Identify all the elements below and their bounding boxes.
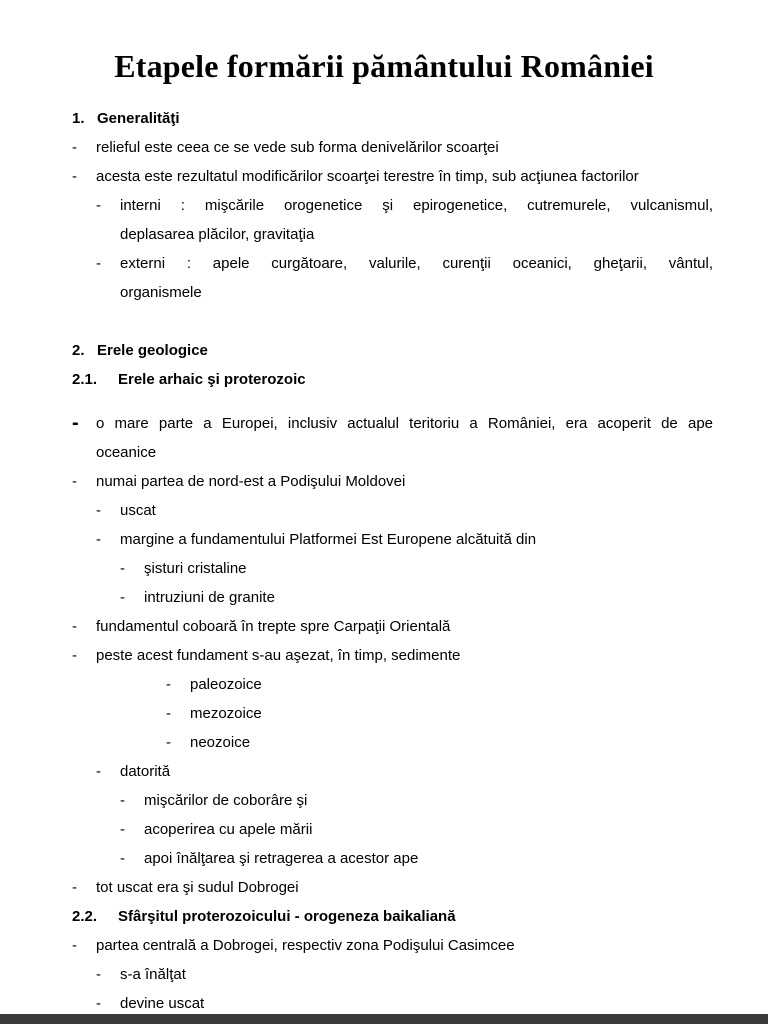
text-line: acesta este rezultatul modificărilor scoarţei terestre în timp, sub acţiunea factorilor <box>96 168 639 185</box>
bullet-dash: - <box>120 589 125 606</box>
vertical-spacer <box>72 307 713 336</box>
bullet-dash: - <box>72 879 77 896</box>
bullet-dash: - <box>96 763 101 780</box>
section-heading <box>72 104 713 133</box>
list-item-text <box>144 844 713 873</box>
list-item <box>72 670 713 699</box>
text-line: devine uscat <box>120 995 205 1012</box>
list-item <box>72 786 713 815</box>
text-line: s-a înălţat <box>120 966 186 983</box>
list-item-text <box>144 554 713 583</box>
section-number: 2.2. <box>72 908 98 925</box>
bullet-dash: - <box>72 139 77 156</box>
section-heading <box>72 336 713 365</box>
list-item <box>72 409 713 467</box>
list-item <box>72 249 713 307</box>
list-item <box>72 757 713 786</box>
list-item <box>72 191 713 249</box>
list-item <box>72 467 713 496</box>
text-line: relieful este ceea ce se vede sub forma denivelărilor scoarţei <box>96 139 499 156</box>
list-item-text <box>120 191 713 249</box>
bullet-dash: - <box>72 168 77 185</box>
list-item-text <box>96 641 713 670</box>
list-item <box>72 844 713 873</box>
list-item <box>72 931 713 960</box>
list-item-text <box>120 960 713 989</box>
text-line: o mare parte a Europei, inclusiv actualul teritoriu a României, era acoperit de ape <box>96 415 713 432</box>
text-line: neozoice <box>190 734 251 751</box>
list-item-text <box>120 757 713 786</box>
list-item <box>72 583 713 612</box>
list-item <box>72 873 713 902</box>
text-line: peste acest fundament s-au aşezat, în timp, sedimente <box>96 647 461 664</box>
section-number: 2. <box>72 342 85 359</box>
list-item-text <box>96 162 713 191</box>
list-item-text <box>96 873 713 902</box>
section-title: Erele arhaic şi proterozoic <box>118 371 306 388</box>
list-item-text <box>96 931 713 960</box>
list-item-text <box>96 133 713 162</box>
text-line: deplasarea plăcilor, gravitaţia <box>120 226 315 243</box>
list-item-text <box>96 612 713 641</box>
bullet-dash: - <box>120 792 125 809</box>
section-title: Generalităţi <box>97 110 180 127</box>
text-line: mezozoice <box>190 705 262 722</box>
list-item <box>72 133 713 162</box>
section-title: Sfârşitul proterozoicului - orogeneza baikaliană <box>118 908 456 925</box>
list-item-text <box>96 467 713 496</box>
section-heading <box>72 365 713 394</box>
section-number: 2.1. <box>72 371 98 388</box>
text-line: paleozoice <box>190 676 262 693</box>
text-line: tot uscat era şi sudul Dobrogei <box>96 879 299 896</box>
text-line: interni : mişcările orogenetice şi epirogenetice, cutremurele, vulcanismul, <box>120 197 713 214</box>
list-item-text <box>144 815 713 844</box>
list-item-text <box>190 699 713 728</box>
bullet-dash: - <box>72 473 77 490</box>
bullet-dash: - <box>96 995 101 1012</box>
bullet-dash: - <box>72 618 77 635</box>
bullet-dash: - <box>96 966 101 983</box>
bullet-dash: - <box>72 647 77 664</box>
list-item-text <box>120 249 713 307</box>
bullet-dash: - <box>166 705 171 722</box>
section-heading <box>72 902 713 931</box>
list-item <box>72 162 713 191</box>
list-item <box>72 699 713 728</box>
bullet-dash: - <box>96 197 101 214</box>
text-line: organismele <box>120 284 202 301</box>
bullet-dash: - <box>120 560 125 577</box>
document-title: Etapele formării pământului României <box>114 48 654 84</box>
list-item-text <box>144 786 713 815</box>
list-item <box>72 815 713 844</box>
vertical-spacer <box>72 394 713 409</box>
section-title: Erele geologice <box>97 342 208 359</box>
text-line: margine a fundamentului Platformei Est Europene alcătuită din <box>120 531 537 548</box>
text-line: oceanice <box>96 444 157 461</box>
list-item-text <box>120 496 713 525</box>
list-item-text <box>190 728 713 757</box>
bullet-dash: - <box>96 255 101 272</box>
bullet-dash: - <box>120 850 125 867</box>
bullet-dash: - <box>72 937 77 954</box>
text-line: partea centrală a Dobrogei, respectiv zona Podişului Casimcee <box>96 937 515 954</box>
bullet-dash: - <box>166 734 171 751</box>
list-item <box>72 960 713 989</box>
text-line: apoi înălţarea şi retragerea a acestor ape <box>144 850 419 867</box>
list-item-text <box>120 525 713 554</box>
text-line: mişcărilor de coborâre şi <box>144 792 308 809</box>
document-body <box>0 86 768 1018</box>
list-item <box>72 554 713 583</box>
text-line: numai partea de nord-est a Podişului Moldovei <box>96 473 406 490</box>
bullet-dash: - <box>120 821 125 838</box>
list-item <box>72 612 713 641</box>
text-line: şisturi cristaline <box>144 560 247 577</box>
bullet-dash: - <box>166 676 171 693</box>
text-line: datorită <box>120 763 171 780</box>
list-item <box>72 728 713 757</box>
list-item <box>72 525 713 554</box>
text-line: uscat <box>120 502 156 519</box>
text-line: acoperirea cu apele mării <box>144 821 313 838</box>
viewer-bottom-bar <box>0 1014 768 1024</box>
text-line: intruziuni de granite <box>144 589 275 606</box>
list-item-text <box>144 583 713 612</box>
list-item <box>72 496 713 525</box>
list-item-text <box>96 409 713 467</box>
list-item <box>72 641 713 670</box>
text-line: externi : apele curgătoare, valurile, curenţii oceanici, gheţarii, vântul, <box>120 255 713 272</box>
list-item-text <box>190 670 713 699</box>
bullet-dash: - <box>96 531 101 548</box>
section-number: 1. <box>72 110 85 127</box>
bullet-dash: - <box>72 412 79 434</box>
text-line: fundamentul coboară în trepte spre Carpaţii Orientală <box>96 618 451 635</box>
bullet-dash: - <box>96 502 101 519</box>
